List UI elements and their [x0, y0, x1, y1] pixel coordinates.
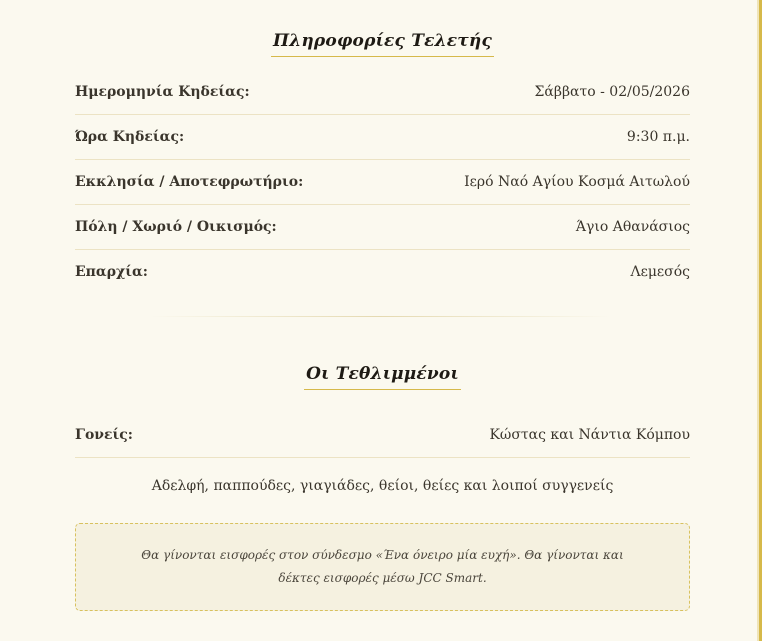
- funeral-time-value: 9:30 π.μ.: [626, 129, 690, 145]
- ceremony-section: [75, 31, 690, 294]
- funeral-date-label: Ημερομηνία Κηδείας:: [75, 84, 250, 100]
- ceremony-section-title: [75, 31, 690, 57]
- parents-value: Κώστας και Νάντια Κόμπου: [489, 427, 690, 443]
- donation-note: [75, 523, 690, 611]
- relatives-text: Αδελφή, παππούδες, γιαγιάδες, θείοι, θείες και λοιποί συγγενείς: [151, 478, 614, 494]
- town-row: [75, 205, 690, 250]
- funeral-date-value: Σάββατο - 02/05/2026: [534, 84, 690, 100]
- town-label: Πόλη / Χωριό / Οικισμός:: [75, 219, 277, 235]
- church-row: [75, 160, 690, 205]
- church-label: Εκκλησία / Αποτεφρωτήριο:: [75, 174, 304, 190]
- ceremony-title-text: Πληροφορίες Τελετής: [271, 31, 494, 57]
- funeral-time-label: Ώρα Κηδείας:: [75, 129, 185, 145]
- mourners-section: [75, 364, 690, 514]
- section-divider: [150, 316, 610, 317]
- parents-row: [75, 413, 690, 458]
- church-value: Ιερό Ναό Αγίου Κοσμά Αιτωλού: [464, 174, 690, 190]
- mourners-section-title: [75, 364, 690, 390]
- funeral-time-row: [75, 115, 690, 160]
- parents-label: Γονείς:: [75, 427, 133, 443]
- district-label: Επαρχία:: [75, 264, 148, 280]
- mourners-title-text: Οι Τεθλιμμένοι: [304, 364, 461, 390]
- district-row: [75, 250, 690, 294]
- funeral-date-row: [75, 70, 690, 115]
- town-value: Άγιο Αθανάσιος: [575, 219, 690, 235]
- donation-note-text: Θα γίνονται εισφορές στον σύνδεσμο «Ένα όνειρο μία ευχή». Θα γίνονται και δέκτες εισφορές μέσω JCC Smart.: [141, 548, 624, 585]
- district-value: Λεμεσός: [630, 264, 690, 280]
